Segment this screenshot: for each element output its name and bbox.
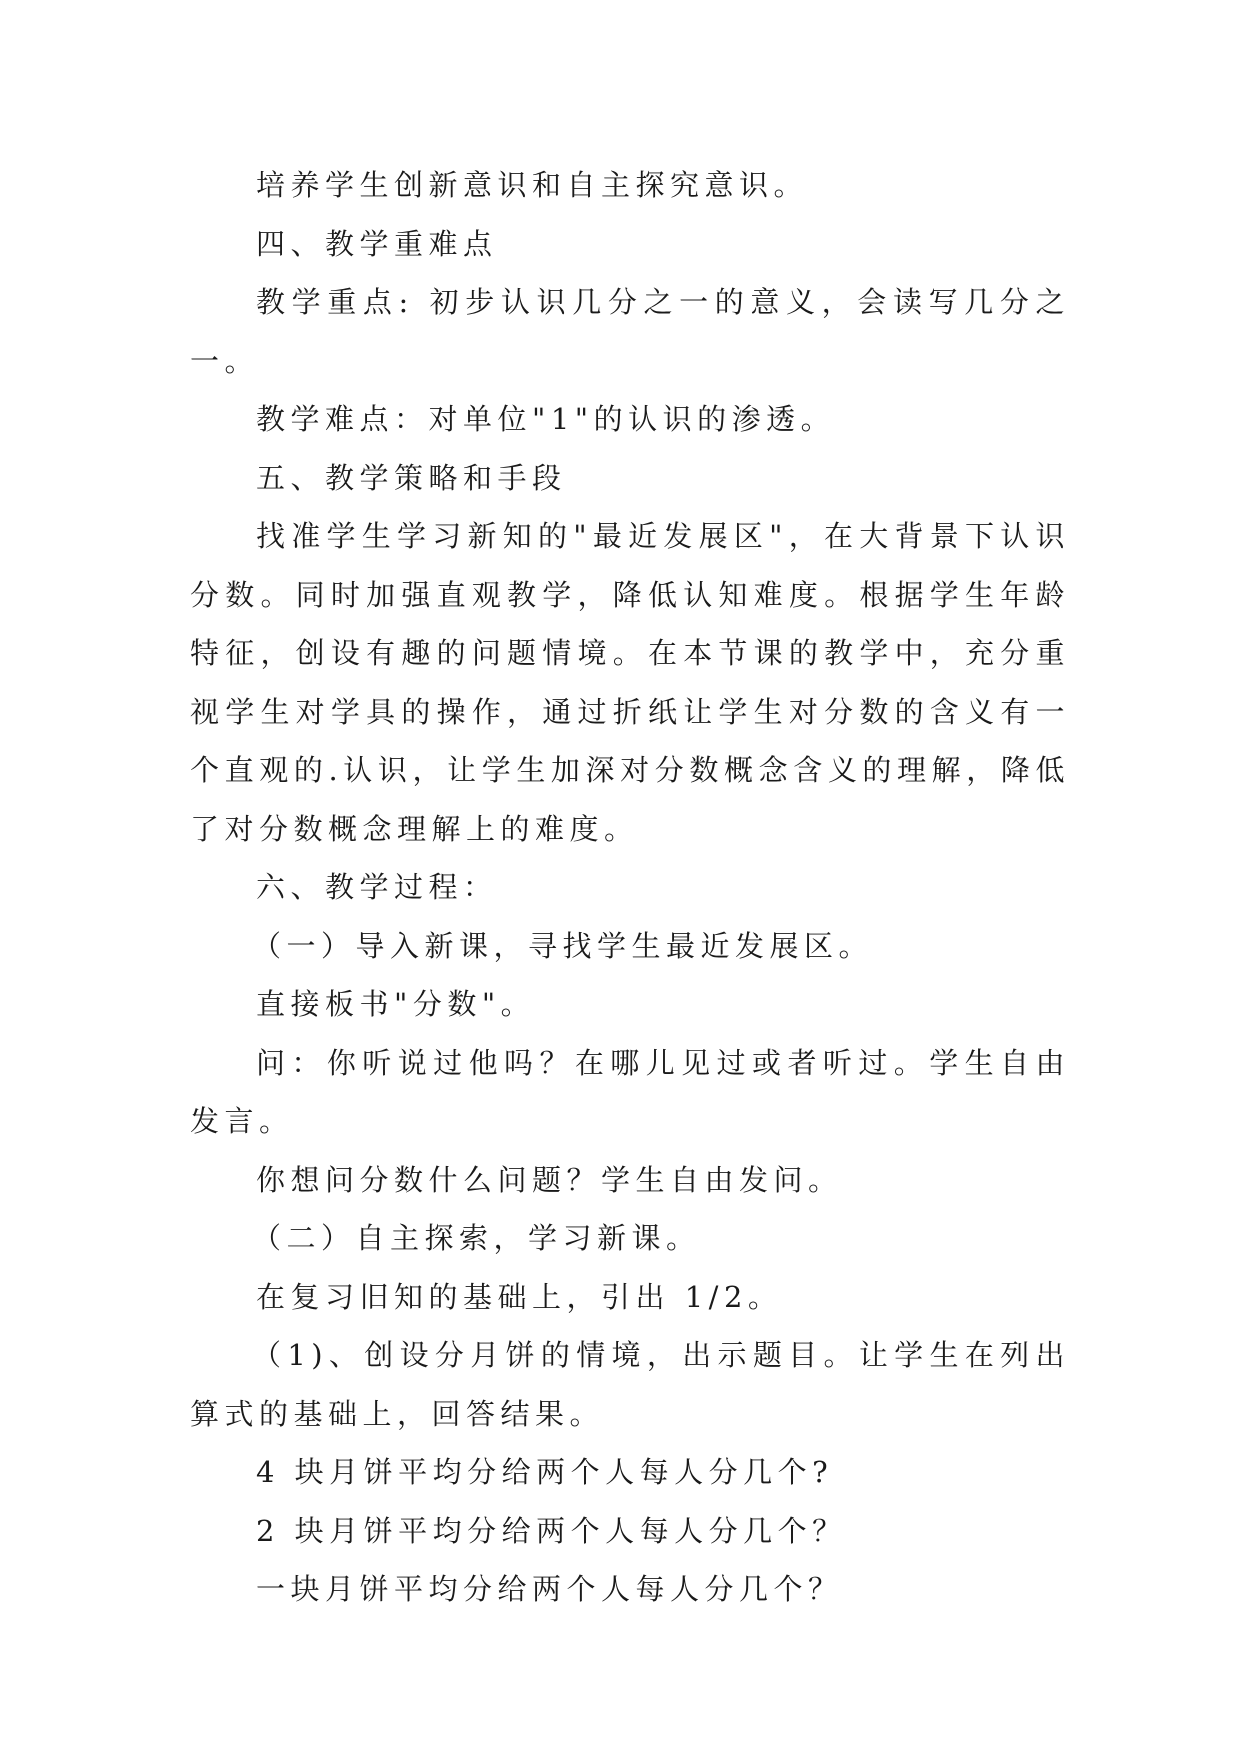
- section-heading: 六、教学过程：: [256, 870, 498, 904]
- paragraph: 问：你听说过他吗？在哪儿见过或者听过。学生自由发言。: [190, 1045, 1070, 1138]
- paragraph: 找准学生学习新知的"最近发展区"，在大背景下认识分数。同时加强直观教学，降低认知难度。根据学生年龄特征，创设有趣的问题情境。在本节课的教学中，充分重视学生对学具的操作，通过折纸让学生对分数的含义有一个直观的.认识，让学生加深对分数概念含义的理解，降低了对分数概念理解上的难度。: [190, 519, 1070, 846]
- paragraph: 直接板书"分数"。: [256, 987, 536, 1021]
- subsection-heading: （一）导入新课，寻找学生最近发展区。: [252, 928, 874, 963]
- question-line: 4 块月饼平均分给两个人每人分几个?: [256, 1455, 834, 1489]
- paragraph: 你想问分数什么问题？学生自由发问。: [256, 1162, 843, 1197]
- section-heading: 五、教学策略和手段: [256, 460, 567, 495]
- document-body: [190, 156, 1070, 1619]
- subsection-heading: （二）自主探索，学习新课。: [252, 1221, 701, 1255]
- question-line: 2 块月饼平均分给两个人每人分几个？: [256, 1513, 847, 1548]
- paragraph: 在复习旧知的基础上，引出 1/2。: [256, 1279, 783, 1314]
- question-line: 一块月饼平均分给两个人每人分几个？: [256, 1572, 843, 1606]
- section-heading: 四、教学重难点: [256, 226, 498, 261]
- paragraph: 培养学生创新意识和自主探究意识。: [256, 168, 809, 202]
- paragraph: （1)、创设分月饼的情境，出示题目。让学生在列出算式的基础上，回答结果。: [190, 1338, 1070, 1431]
- paragraph: 教学重点: 初步认识几分之一的意义，会读写几分之一。: [190, 285, 1070, 378]
- paragraph: 教学难点：对单位"1"的认识的渗透。: [256, 402, 836, 436]
